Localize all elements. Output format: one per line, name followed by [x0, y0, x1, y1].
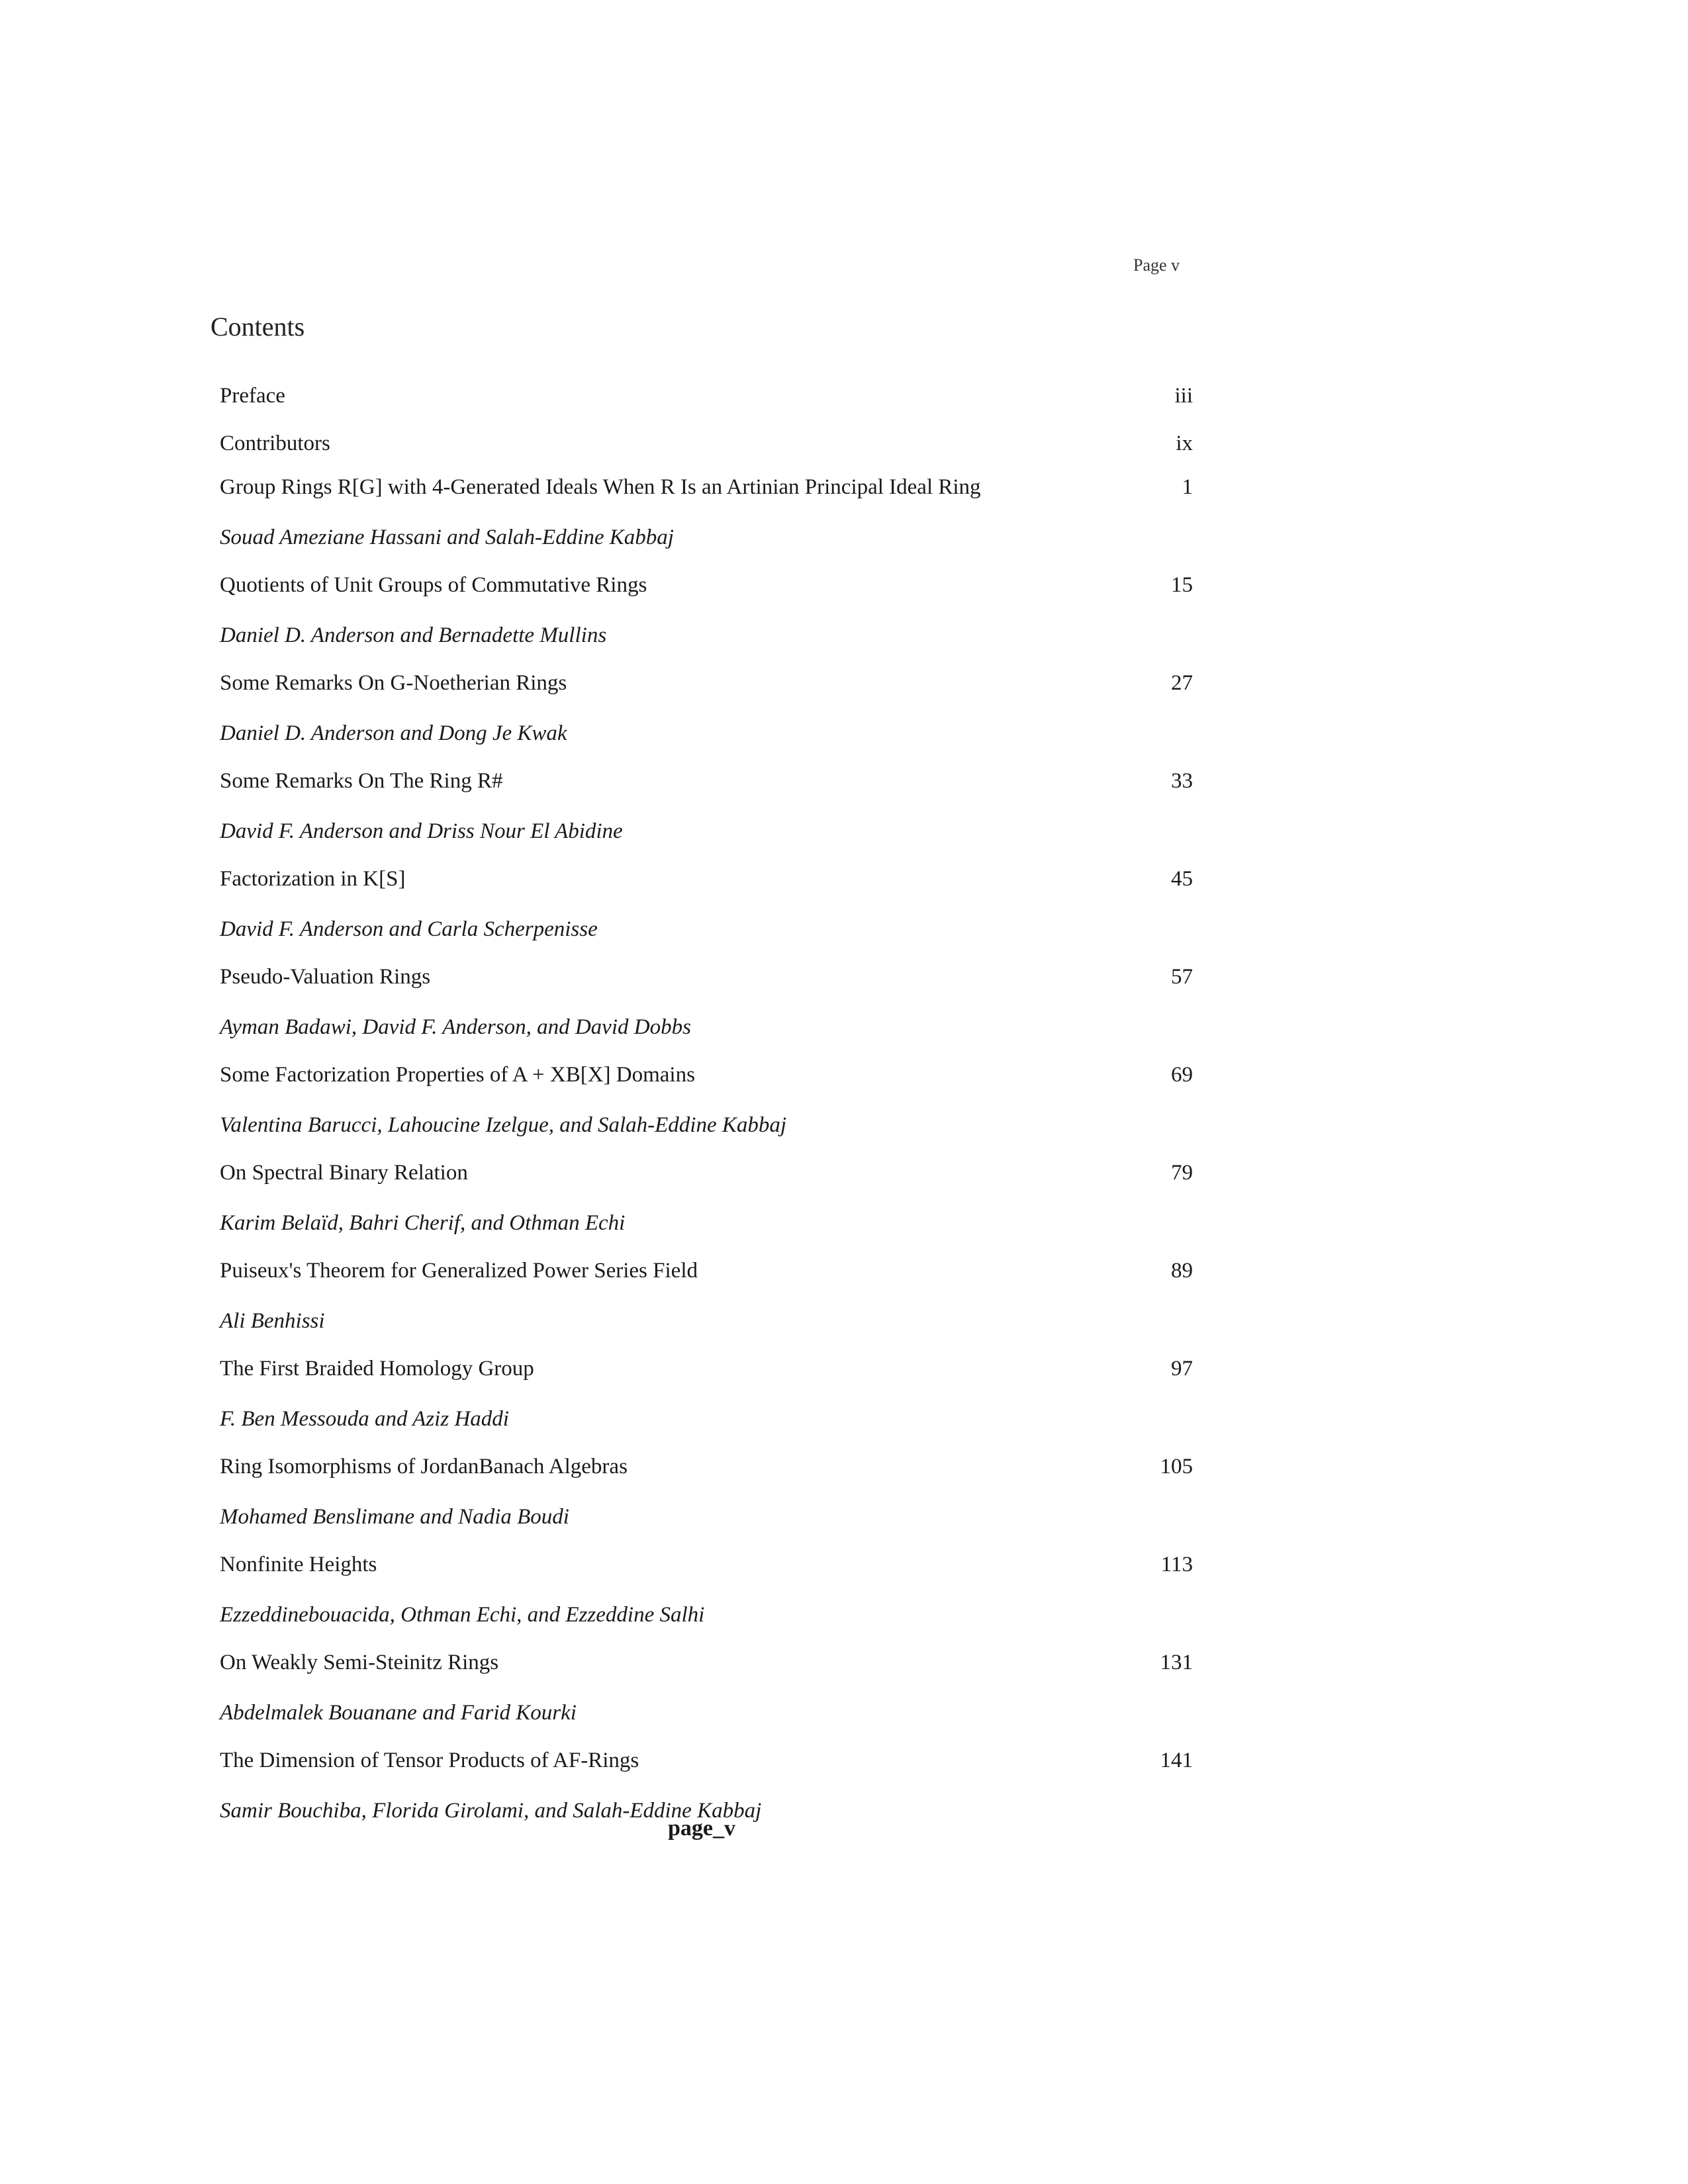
toc-authors: David F. Anderson and Driss Nour El Abidine [220, 819, 623, 843]
toc-title: Factorization in K[S] [220, 867, 406, 891]
toc-entry [220, 1158, 1193, 1256]
toc-authors: Samir Bouchiba, Florida Girolami, and Salah-Eddine Kabbaj [220, 1799, 762, 1823]
toc-page-number: 113 [1160, 1553, 1193, 1576]
toc-page-number: 15 [1171, 573, 1193, 597]
toc-authors: Mohamed Benslimane and Nadia Boudi [220, 1505, 569, 1529]
toc-page-number: 89 [1171, 1259, 1193, 1283]
toc-title: Some Remarks On The Ring R# [220, 769, 503, 793]
toc-entry [220, 668, 1193, 766]
toc-page-number: 33 [1171, 769, 1193, 793]
toc-page-number: 131 [1160, 1651, 1193, 1674]
toc-page-number: 27 [1171, 671, 1193, 695]
toc-authors: Souad Ameziane Hassani and Salah-Eddine Kabbaj [220, 525, 674, 549]
toc-title: Some Factorization Properties of A + XB[X] Domains [220, 1063, 695, 1087]
toc-entry [220, 864, 1193, 962]
toc-page-number: 141 [1160, 1749, 1193, 1772]
toc-authors: Daniel D. Anderson and Bernadette Mullins [220, 623, 607, 647]
toc-authors: Daniel D. Anderson and Dong Je Kwak [220, 721, 567, 745]
toc-title: On Weakly Semi-Steinitz Rings [220, 1651, 499, 1674]
toc-entry [220, 1354, 1193, 1452]
toc-title: On Spectral Binary Relation [220, 1161, 468, 1185]
toc-entry [220, 766, 1193, 864]
toc-title: Quotients of Unit Groups of Commutative Rings [220, 573, 647, 597]
toc-title: The First Braided Homology Group [220, 1357, 534, 1381]
toc-entry [220, 1648, 1193, 1746]
toc-page-number: 79 [1171, 1161, 1193, 1185]
toc-page-number: ix [1176, 432, 1193, 455]
toc-title: Pseudo-Valuation Rings [220, 965, 431, 989]
toc-authors: F. Ben Messouda and Aziz Haddi [220, 1407, 509, 1431]
toc-authors: Ali Benhissi [220, 1309, 325, 1333]
toc-authors: Ezzeddinebouacida, Othman Echi, and Ezzeddine Salhi [220, 1603, 705, 1627]
toc-entry [220, 962, 1193, 1060]
toc-entry [220, 1550, 1193, 1648]
toc-entry [220, 1060, 1193, 1158]
toc-authors: David F. Anderson and Carla Scherpenisse [220, 917, 598, 941]
toc-authors: Ayman Badawi, David F. Anderson, and David Dobbs [220, 1015, 691, 1039]
toc-front-preface [220, 381, 1193, 429]
toc-entry [220, 1256, 1193, 1354]
toc-title: Group Rings R[G] with 4-Generated Ideals When R Is an Artinian Principal Ideal Ring [220, 475, 981, 499]
toc-authors: Valentina Barucci, Lahoucine Izelgue, and Salah-Eddine Kabbaj [220, 1113, 787, 1137]
toc-entry [220, 570, 1193, 668]
toc-page-number: 45 [1171, 867, 1193, 891]
toc-page-number: 57 [1171, 965, 1193, 989]
table-of-contents [220, 381, 1193, 1844]
toc-entry [220, 1452, 1193, 1550]
toc-title: Preface [220, 384, 285, 408]
toc-title: The Dimension of Tensor Products of AF-Rings [220, 1749, 639, 1772]
toc-page-number: 105 [1160, 1455, 1193, 1479]
toc-page-number: 97 [1171, 1357, 1193, 1381]
toc-authors: Abdelmalek Bouanane and Farid Kourki [220, 1701, 577, 1725]
contents-heading: Contents [211, 312, 305, 341]
toc-authors: Karim Belaïd, Bahri Cherif, and Othman Echi [220, 1211, 626, 1235]
page-footer-label: page_v [668, 1816, 735, 1841]
toc-title: Puiseux's Theorem for Generalized Power Series Field [220, 1259, 698, 1283]
running-header: Page v [1133, 255, 1180, 275]
toc-front-contributors [220, 429, 1193, 473]
toc-entry [220, 473, 1193, 570]
toc-title: Some Remarks On G-Noetherian Rings [220, 671, 567, 695]
toc-page-number: 1 [1182, 475, 1193, 499]
toc-page-number: iii [1174, 384, 1193, 408]
toc-page-number: 69 [1171, 1063, 1193, 1087]
toc-title: Ring Isomorphisms of JordanBanach Algebras [220, 1455, 628, 1479]
toc-title: Nonfinite Heights [220, 1553, 377, 1576]
toc-title: Contributors [220, 432, 330, 455]
